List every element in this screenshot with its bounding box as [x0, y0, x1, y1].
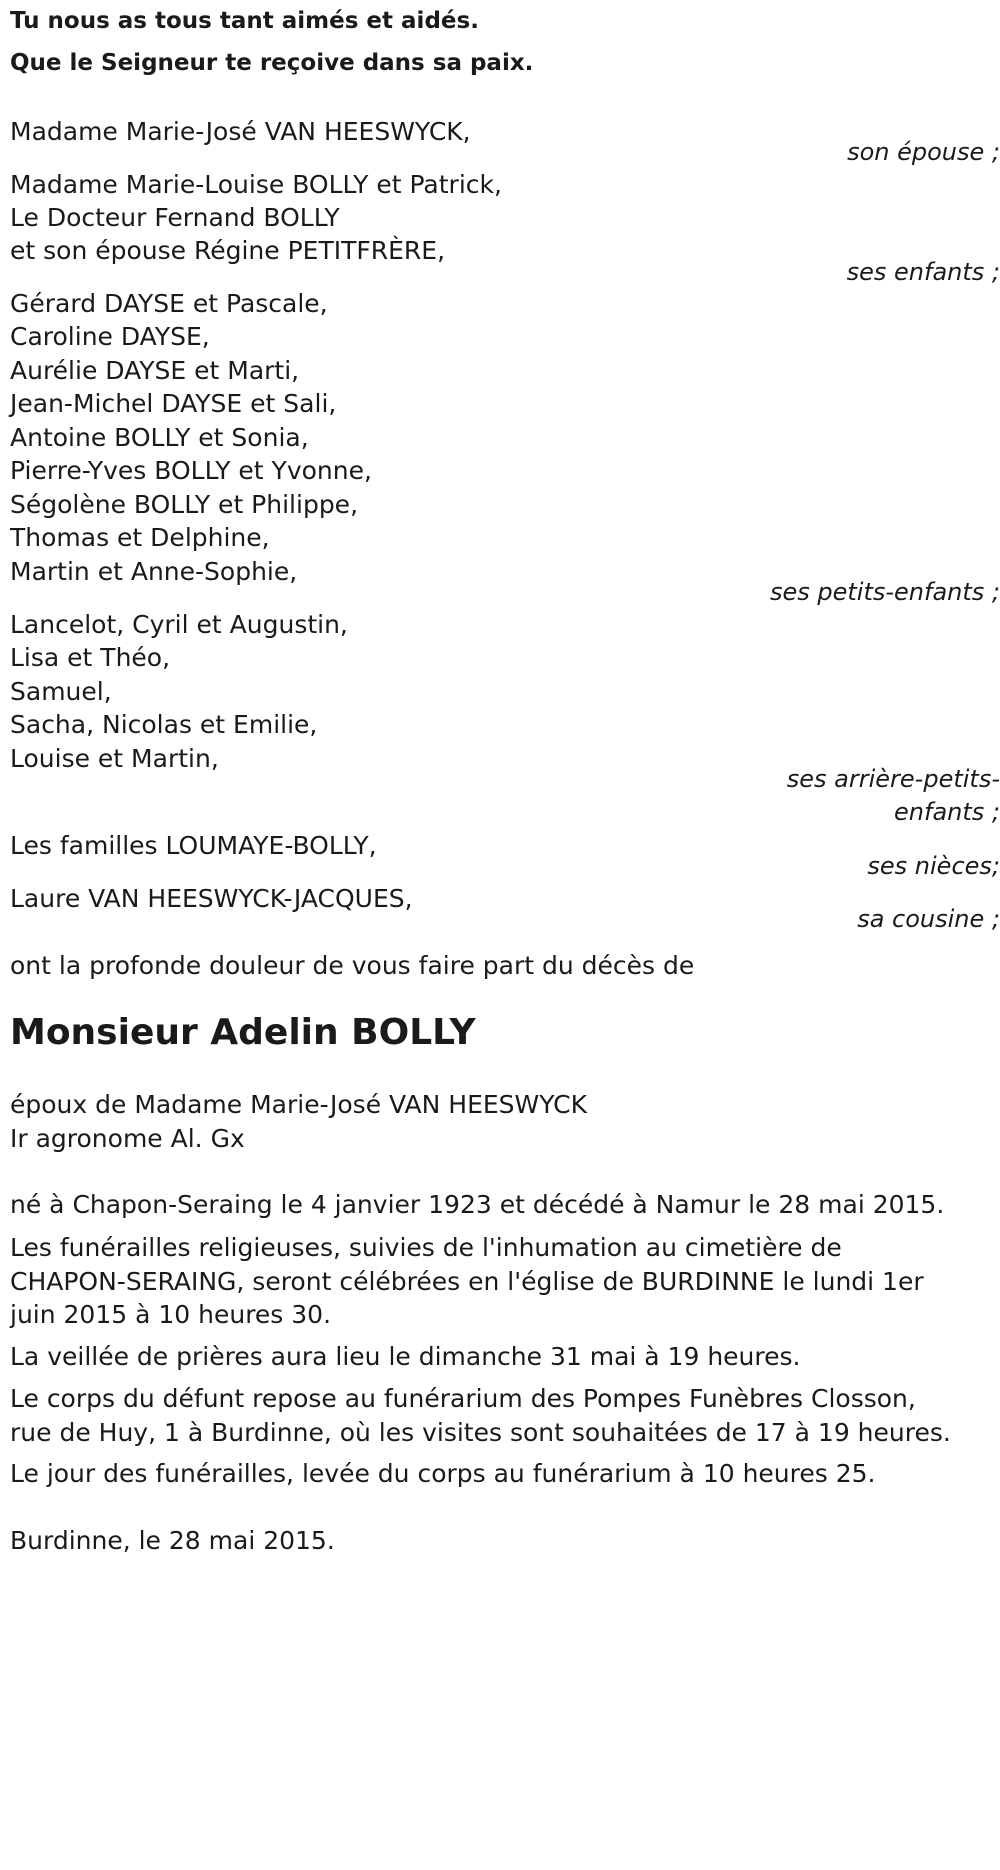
intro-line-1: Tu nous as tous tant aimés et aidés.	[10, 8, 479, 34]
deceased-title-line: Ir agronome Al. Gx	[10, 1124, 245, 1153]
grandchild-name: Martin et Anne-Sophie,	[10, 557, 298, 586]
announcement-text: ont la profonde douleur de vous faire part du décès de	[10, 951, 695, 980]
grandchild-name: Thomas et Delphine,	[10, 523, 270, 552]
grandchild-name: Jean-Michel DAYSE et Sali,	[10, 389, 337, 418]
great-grandchild-name: Louise et Martin,	[10, 744, 219, 773]
grandchild-name: Caroline DAYSE,	[10, 322, 210, 351]
closing-line: Burdinne, le 28 mai 2015.	[10, 1526, 335, 1555]
cousin-role: sa cousine ;	[857, 905, 1000, 933]
spouse-name: Madame Marie-José VAN HEESWYCK,	[10, 117, 471, 146]
great-grandchild-name: Lisa et Théo,	[10, 643, 171, 672]
children-role: ses enfants ;	[846, 258, 1000, 286]
funeral-line: Les funérailles religieuses, suivies de l'inhumation au cimetière de	[10, 1233, 842, 1262]
child-name: Madame Marie-Louise BOLLY et Patrick,	[10, 170, 502, 199]
child-name: Le Docteur Fernand BOLLY	[10, 203, 340, 232]
birth-death-line: né à Chapon-Seraing le 4 janvier 1923 et décédé à Namur le 28 mai 2015.	[10, 1190, 945, 1219]
nieces-name: Les familles LOUMAYE-BOLLY,	[10, 831, 377, 860]
great-grandchildren-role-line-1: ses arrière-petits-	[786, 765, 1000, 793]
deceased-spouse-line: époux de Madame Marie-José VAN HEESWYCK	[10, 1090, 588, 1119]
funeral-line: juin 2015 à 10 heures 30.	[10, 1300, 332, 1329]
spouse-role: son épouse ;	[847, 138, 1000, 166]
grandchildren-role: ses petits-enfants ;	[769, 578, 1000, 606]
rest-line: Le corps du défunt repose au funérarium des Pompes Funèbres Closson,	[10, 1384, 916, 1413]
nieces-role: ses nièces;	[867, 852, 1000, 880]
departure-line: Le jour des funérailles, levée du corps au funérarium à 10 heures 25.	[10, 1459, 876, 1488]
grandchild-name: Gérard DAYSE et Pascale,	[10, 289, 328, 318]
deceased-name: Monsieur Adelin BOLLY	[10, 1012, 476, 1053]
great-grandchild-name: Samuel,	[10, 677, 112, 706]
funeral-line: CHAPON-SERAING, seront célébrées en l'église de BURDINNE le lundi 1er	[10, 1267, 924, 1296]
intro-line-2: Que le Seigneur te reçoive dans sa paix.	[10, 50, 534, 76]
grandchild-name: Antoine BOLLY et Sonia,	[10, 423, 309, 452]
great-grandchild-name: Sacha, Nicolas et Emilie,	[10, 710, 318, 739]
cousin-name: Laure VAN HEESWYCK-JACQUES,	[10, 884, 413, 913]
child-name: et son épouse Régine PETITFRÈRE,	[10, 236, 446, 265]
rest-line: rue de Huy, 1 à Burdinne, où les visites sont souhaitées de 17 à 19 heures.	[10, 1418, 951, 1447]
great-grandchild-name: Lancelot, Cyril et Augustin,	[10, 610, 348, 639]
grandchild-name: Aurélie DAYSE et Marti,	[10, 356, 300, 385]
grandchild-name: Pierre-Yves BOLLY et Yvonne,	[10, 456, 372, 485]
grandchild-name: Ségolène BOLLY et Philippe,	[10, 490, 359, 519]
vigil-line: La veillée de prières aura lieu le dimanche 31 mai à 19 heures.	[10, 1342, 801, 1371]
great-grandchildren-role-line-2: enfants ;	[894, 798, 1000, 826]
